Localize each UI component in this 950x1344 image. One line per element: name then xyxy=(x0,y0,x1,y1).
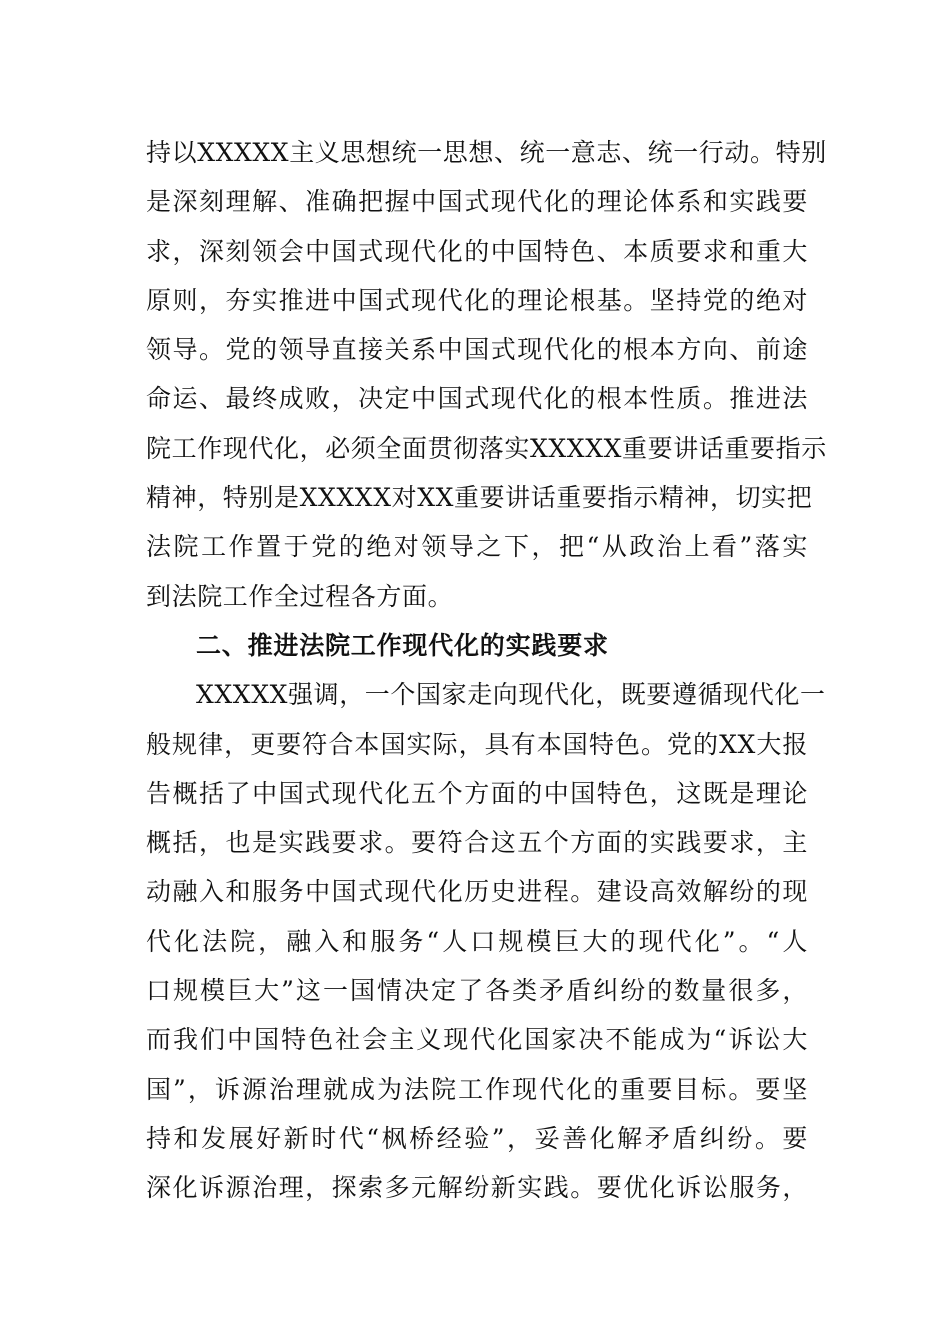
paragraph-line: XXXXX强调，一个国家走向现代化，既要遵循现代化一 xyxy=(196,680,826,710)
paragraph-line: 到法院工作全过程各方面。 xyxy=(146,581,454,611)
paragraph-line: 持和发展好新时代“枫桥经验”，妥善化解矛盾纠纷。要 xyxy=(146,1123,808,1153)
paragraph-line: 而我们中国特色社会主义现代化国家决不能成为“诉讼大 xyxy=(146,1025,808,1055)
paragraph-line: 深化诉源治理，探索多元解纷新实践。要优化诉讼服务， xyxy=(146,1173,808,1203)
paragraph-line: 持以XXXXX主义思想统一思想、统一意志、统一行动。特别 xyxy=(146,138,827,167)
paragraph-line: 口规模巨大”这一国情决定了各类矛盾纠纷的数量很多， xyxy=(146,976,808,1006)
paragraph-line: 命运、最终成败，决定中国式现代化的根本性质。推进法 xyxy=(146,384,808,414)
paragraph-line: 动融入和服务中国式现代化历史进程。建设高效解纷的现 xyxy=(146,877,808,907)
paragraph-line: 法院工作置于党的绝对领导之下，把“从政治上看”落实 xyxy=(146,532,808,562)
body-text xyxy=(146,128,827,1213)
paragraph-line: 原则，夯实推进中国式现代化的理论根基。坚持党的绝对 xyxy=(146,285,808,315)
section-heading: 二、推进法院工作现代化的实践要求 xyxy=(196,630,609,660)
paragraph-line: 代化法院，融入和服务“人口规模巨大的现代化”。“人 xyxy=(146,926,808,956)
paragraph-line: 国”，诉源治理就成为法院工作现代化的重要目标。要坚 xyxy=(146,1074,808,1104)
paragraph-line: 告概括了中国式现代化五个方面的中国特色，这既是理论 xyxy=(146,778,808,808)
paragraph-line: 是深刻理解、准确把握中国式现代化的理论体系和实践要 xyxy=(146,187,808,217)
paragraph-line: 般规律，更要符合本国实际，具有本国特色。党的XX大报 xyxy=(146,729,808,759)
paragraph-line: 精神，特别是XXXXX对XX重要讲话重要指示精神，切实把 xyxy=(146,483,813,513)
paragraph-line: 领导。党的领导直接关系中国式现代化的根本方向、前途 xyxy=(146,335,808,365)
paragraph-line: 院工作现代化，必须全面贯彻落实XXXXX重要讲话重要指示 xyxy=(146,433,827,463)
paragraph-line: 概括，也是实践要求。要符合这五个方面的实践要求，主 xyxy=(146,828,808,858)
paragraph-line: 求，深刻领会中国式现代化的中国特色、本质要求和重大 xyxy=(146,236,808,266)
